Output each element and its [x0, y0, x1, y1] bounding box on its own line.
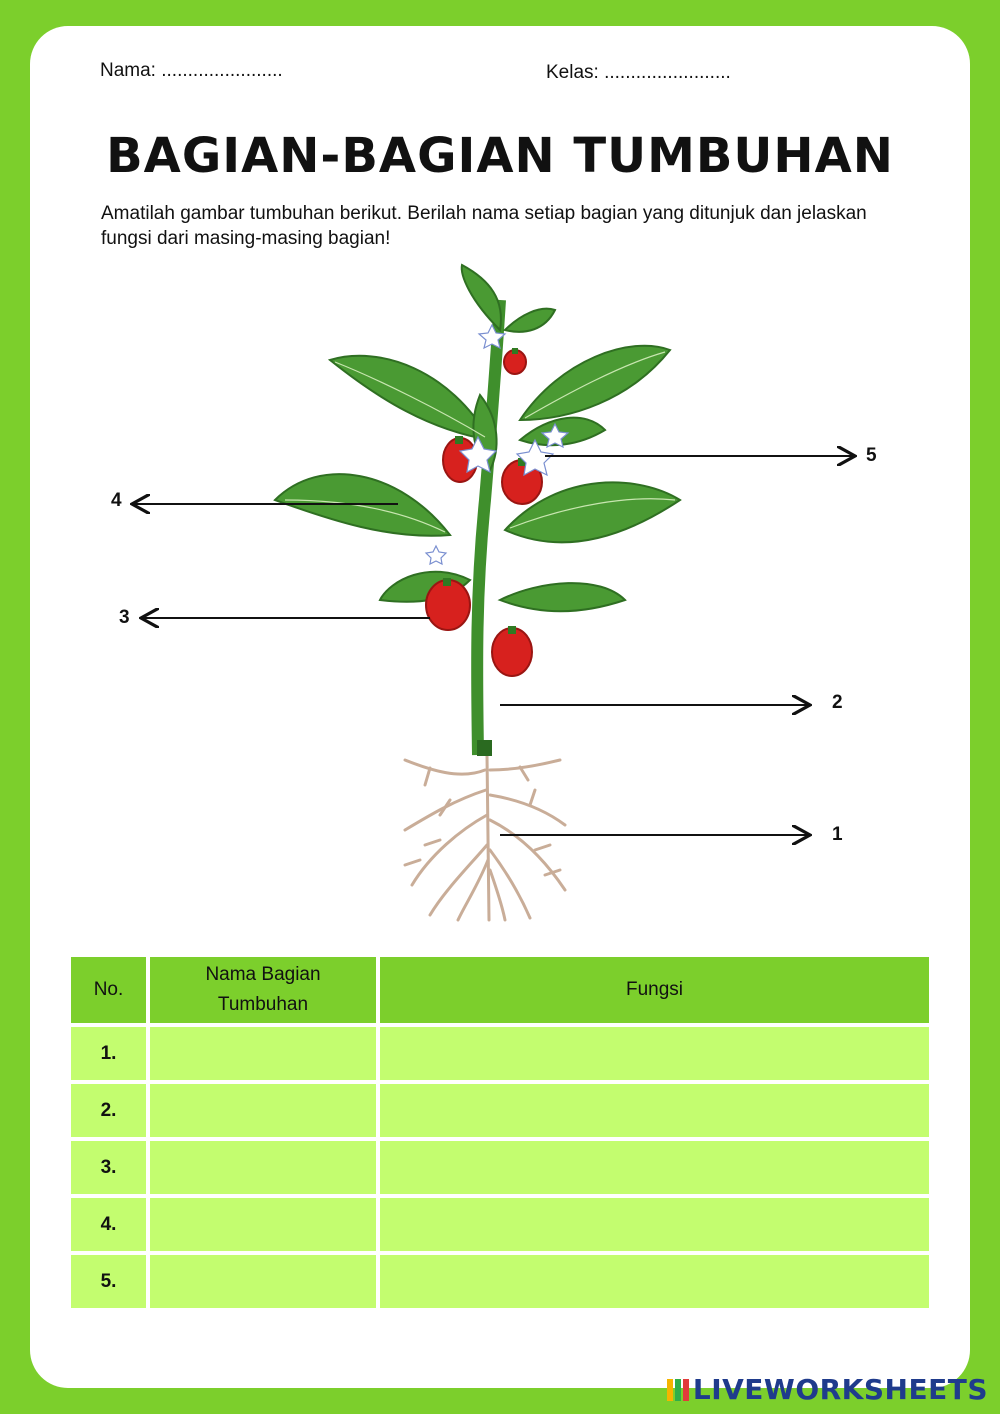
row-number: 4. [71, 1198, 146, 1251]
nama-input[interactable] [150, 1141, 376, 1194]
fungsi-input[interactable] [380, 1141, 929, 1194]
header-no: No. [71, 957, 146, 1023]
fungsi-input[interactable] [380, 1198, 929, 1251]
row-number: 1. [71, 1027, 146, 1080]
header-fungsi: Fungsi [380, 957, 929, 1023]
name-field[interactable]: Nama: ....................... [100, 60, 283, 81]
label-4: 4 [111, 490, 122, 511]
table-row [71, 1027, 929, 1080]
table-row [71, 1255, 929, 1308]
row-number: 3. [71, 1141, 146, 1194]
label-1: 1 [832, 824, 843, 845]
fungsi-input[interactable] [380, 1027, 929, 1080]
liveworksheets-logo [667, 1373, 988, 1406]
logo-text: LIVEWORKSHEETS [692, 1373, 988, 1406]
table-row [71, 1141, 929, 1194]
roots [405, 755, 565, 920]
class-field[interactable]: Kelas: ........................ [546, 62, 731, 83]
table-row [71, 1084, 929, 1137]
table-row [71, 1198, 929, 1251]
label-3: 3 [119, 607, 130, 628]
stem [477, 300, 500, 755]
label-5: 5 [866, 445, 877, 466]
nama-input[interactable] [150, 1027, 376, 1080]
row-number: 5. [71, 1255, 146, 1308]
row-number: 2. [71, 1084, 146, 1137]
nama-input[interactable] [150, 1255, 376, 1308]
header-nama: Nama Bagian Tumbuhan [150, 957, 376, 1023]
table-header-row [71, 957, 929, 1023]
logo-icon [667, 1379, 689, 1401]
nama-input[interactable] [150, 1084, 376, 1137]
page-title: BAGIAN-BAGIAN TUMBUHAN [106, 128, 894, 184]
instructions: Amatilah gambar tumbuhan berikut. Berilah nama setiap bagian yang ditunjuk dan jelaskan fungsi dari masing-masing bagian! [101, 203, 867, 249]
fungsi-input[interactable] [380, 1084, 929, 1137]
nama-input[interactable] [150, 1198, 376, 1251]
fungsi-input[interactable] [380, 1255, 929, 1308]
answer-table [67, 953, 933, 1312]
label-2: 2 [832, 692, 843, 713]
